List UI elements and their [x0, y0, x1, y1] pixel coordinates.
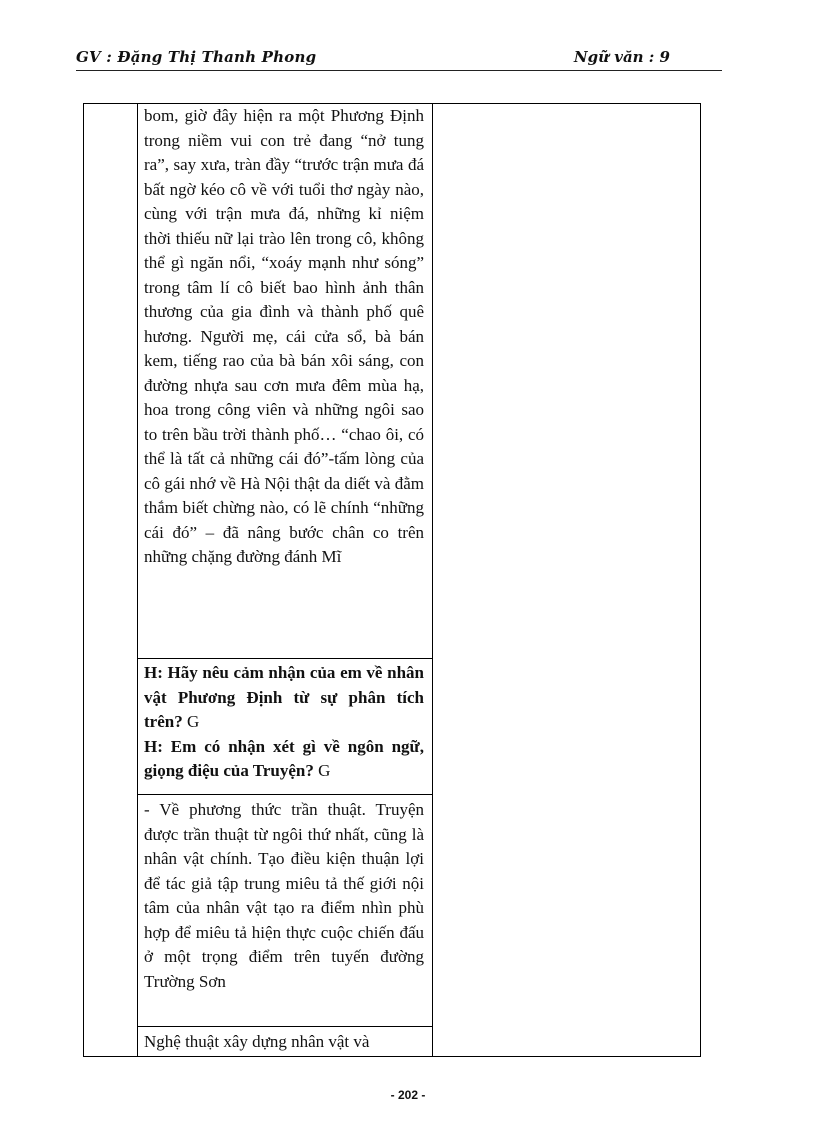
- row-divider-2: [137, 794, 432, 795]
- row-divider-1: [137, 658, 432, 659]
- question-1: [144, 661, 424, 735]
- column-divider-1: [137, 104, 138, 1056]
- header-rule: [76, 70, 722, 71]
- question-2: [144, 735, 424, 784]
- teacher-name: GV : Đặng Thị Thanh Phong: [76, 48, 317, 66]
- art-text: Nghệ thuật xây dựng nhân vật và: [144, 1032, 370, 1051]
- row-divider-3: [137, 1026, 432, 1027]
- content-cell-art: [144, 1030, 424, 1055]
- question-1-text: H: Hãy nêu cảm nhận của em về nhân vật Phương Định từ sự phân tích trên?: [144, 663, 424, 731]
- lesson-table: [83, 103, 701, 1057]
- page-number: - 202 -: [390, 1088, 426, 1102]
- content-cell-narration: [144, 798, 424, 994]
- column-divider-2: [432, 104, 433, 1056]
- narration-text: - Về phương thức trần thuật. Truyện được trần thuật từ ngôi thứ nhất, cũng là nhân vật chính. Tạo điều kiện thuận lợi để tác giả tập trung miêu tả thế giới nội tâm của nhân vật tạo ra điểm nhìn phù hợp để miêu tả hiện thực cuộc chiến đấu ở một trọng điểm trên tuyến đường Trường Sơn: [144, 800, 424, 991]
- content-cell-questions: [144, 661, 424, 784]
- page-header: [76, 46, 722, 70]
- question-2-marker: G: [318, 761, 331, 780]
- analysis-text: bom, giờ đây hiện ra một Phương Định trong niềm vui con trẻ đang “nở tung ra”, say xưa, tràn đầy “trước trận mưa đá bất ngờ kéo cô về với tuổi thơ ngày nào, cùng với trận mưa đá, những kỉ niệm thời thiếu nữ lại trào lên trong cô, không thể gì ngăn nổi, “xoáy mạnh như sóng” trong tâm lí cô biết bao hình ảnh thân thương của gia đình và thành phố quê hương. Người mẹ, cái cửa sổ, bà bán kem, tiếng rao của bà bán xôi sáng, con đường nhựa sau cơn mưa đêm mùa hạ, hoa trong công viên và những ngôi sao to trên bầu trời thành phố… “chao ôi, có thể là tất cả những cái đó”-tấm lòng của cô gái nhớ về Hà Nội thật da diết và đằm thắm biết chừng nào, có lẽ chính “những cái đó” – đã nâng bước chân co trên những chặng đường đánh Mĩ: [144, 106, 424, 566]
- subject-label: Ngữ văn : 9: [573, 48, 670, 66]
- question-1-marker: G: [186, 712, 200, 731]
- content-cell-analysis: [144, 104, 424, 570]
- question-2-text: H: Em có nhận xét gì về ngôn ngữ, giọng điệu của Truyện?: [144, 736, 424, 780]
